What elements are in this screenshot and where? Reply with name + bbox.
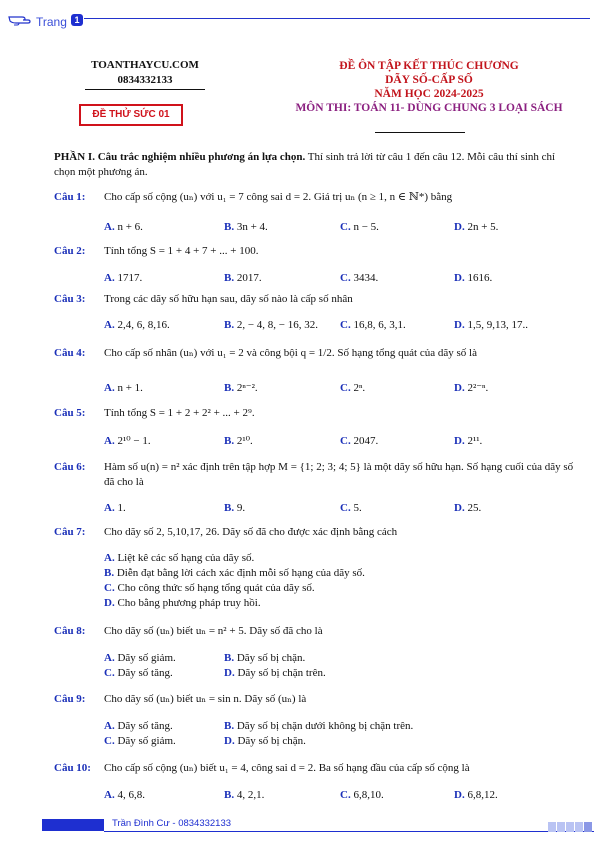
answer-option-c[interactable]: C. Dãy số tăng. bbox=[104, 667, 173, 679]
answer-option-b[interactable]: B. 4, 2,1. bbox=[224, 789, 265, 801]
answer-option-c[interactable]: C. Dãy số giảm. bbox=[104, 735, 176, 747]
question-text: Cho cấp số nhân (uₙ) với u₁ = 2 và công bội q = 1/2. Số hạng tổng quát của dãy số là bbox=[104, 347, 477, 359]
answer-option-d[interactable]: D. 1,5, 9,13, 17.. bbox=[454, 319, 528, 331]
right-divider bbox=[375, 132, 465, 133]
question-label: Câu 10: bbox=[54, 762, 91, 774]
question-text: Tính tổng S = 1 + 2 + 2² + ... + 2⁹. bbox=[104, 407, 255, 419]
footer-rule bbox=[104, 831, 594, 832]
question-label: Câu 1: bbox=[54, 191, 86, 203]
part-intro bbox=[54, 150, 564, 180]
page-label: Trang bbox=[36, 15, 67, 29]
part-heading: PHẦN I. Câu trắc nghiệm nhiều phương án lựa chọn. bbox=[54, 151, 306, 163]
exam-subject: MÔN THI: TOÁN 11- DÙNG CHUNG 3 LOẠI SÁCH bbox=[295, 102, 563, 114]
answer-option-b[interactable]: B. Dãy số bị chặn. bbox=[224, 652, 306, 664]
answer-option-b[interactable]: B. 2ⁿ⁻². bbox=[224, 382, 258, 394]
answer-option-a[interactable]: A. 2¹⁰ − 1. bbox=[104, 435, 151, 447]
title-line-1: ĐỀ ÔN TẬP KẾT THÚC CHƯƠNG bbox=[339, 60, 519, 72]
answer-option-d[interactable]: D. 6,8,12. bbox=[454, 789, 498, 801]
answer-option-b[interactable]: B. 3n + 4. bbox=[224, 221, 268, 233]
part-instruction: Thí sinh trả lời từ câu 1 đến câu 12. Mỗi câu thí sinh chỉ chọn một phương án. bbox=[54, 151, 556, 178]
answer-option-c[interactable]: C. n − 5. bbox=[340, 221, 379, 233]
answer-option-d[interactable]: D. Dãy số bị chặn trên. bbox=[224, 667, 326, 679]
footer-decoration bbox=[548, 819, 593, 837]
question-label: Câu 6: bbox=[54, 461, 86, 473]
question-label: Câu 9: bbox=[54, 693, 86, 705]
question-text: Cho cấp số cộng (uₙ) biết u₁ = 4, công sai d = 2. Ba số hạng đầu của cấp số cộng là bbox=[104, 762, 470, 774]
answer-option-c[interactable]: C. 6,8,10. bbox=[340, 789, 384, 801]
answer-option-d[interactable]: D. 2n + 5. bbox=[454, 221, 499, 233]
answer-option-a[interactable]: A. 2,4, 6, 8,16. bbox=[104, 319, 170, 331]
answer-option-a[interactable]: A. Dãy số giảm. bbox=[104, 652, 176, 664]
pointing-hand-icon bbox=[8, 14, 34, 26]
exam-title bbox=[270, 59, 588, 115]
question-label: Câu 8: bbox=[54, 625, 86, 637]
answer-option-c[interactable]: C. 2ⁿ. bbox=[340, 382, 366, 394]
question-text: Trong các dãy số hữu hạn sau, dãy số nào là cấp số nhân bbox=[104, 293, 353, 305]
answer-option-a[interactable]: A. n + 6. bbox=[104, 221, 143, 233]
answer-option-a[interactable]: A. 1. bbox=[104, 502, 126, 514]
answer-option-c[interactable]: C. 5. bbox=[340, 502, 362, 514]
answer-option-c[interactable]: C. 2047. bbox=[340, 435, 379, 447]
site-name: TOANTHAYCU.COM bbox=[91, 59, 199, 71]
answer-option-b[interactable]: B. 9. bbox=[224, 502, 246, 514]
question-label: Câu 5: bbox=[54, 407, 86, 419]
answer-option-a[interactable]: A. n + 1. bbox=[104, 382, 143, 394]
answer-option-a[interactable]: A. Liệt kê các số hạng của dãy số. bbox=[104, 552, 255, 564]
answer-option-d[interactable]: D. Dãy số bị chặn. bbox=[224, 735, 306, 747]
question-label: Câu 3: bbox=[54, 293, 86, 305]
site-phone: 0834332133 bbox=[117, 74, 173, 86]
answer-option-b[interactable]: B. 2, − 4, 8, − 16, 32. bbox=[224, 319, 319, 331]
answer-option-b[interactable]: B. 2¹⁰. bbox=[224, 435, 253, 447]
answer-option-c[interactable]: C. Cho công thức số hạng tổng quát của dãy số. bbox=[104, 582, 315, 594]
question-text: Cho dãy số 2, 5,10,17, 26. Dãy số đã cho được xác định bằng cách bbox=[104, 526, 398, 538]
answer-option-a[interactable]: A. Dãy số tăng. bbox=[104, 720, 173, 732]
answer-option-d[interactable]: D. 2²⁻ⁿ. bbox=[454, 382, 489, 394]
answer-option-b[interactable]: B. Dãy số bị chặn dưới không bị chặn trên. bbox=[224, 720, 414, 732]
question-text: Cho dãy số (uₙ) biết uₙ = n² + 5. Dãy số đã cho là bbox=[104, 625, 323, 637]
question-text: Cho dãy số (uₙ) biết uₙ = sin n. Dãy số (uₙ) là bbox=[104, 693, 307, 705]
left-divider bbox=[85, 89, 205, 90]
exam-badge: ĐỀ THỬ SỨC 01 bbox=[79, 104, 183, 126]
answer-option-a[interactable]: A. 1717. bbox=[104, 272, 143, 284]
page-header bbox=[0, 0, 597, 40]
footer-author: Trần Đình Cư - 0834332133 bbox=[112, 818, 232, 829]
answer-option-b[interactable]: B. 2017. bbox=[224, 272, 262, 284]
title-line-3: NĂM HỌC 2024-2025 bbox=[374, 88, 484, 100]
page-number: 1 bbox=[71, 14, 83, 26]
answer-option-d[interactable]: D. Cho bằng phương pháp truy hồi. bbox=[104, 597, 261, 609]
answer-option-c[interactable]: C. 3434. bbox=[340, 272, 379, 284]
footer-accent bbox=[42, 819, 104, 831]
answer-option-a[interactable]: A. 4, 6,8. bbox=[104, 789, 145, 801]
question-text: Cho cấp số cộng (uₙ) với u₁ = 7 công sai d = 2. Giá trị uₙ (n ≥ 1, n ∈ ℕ*) bằng bbox=[104, 191, 453, 203]
question-text: Tính tổng S = 1 + 4 + 7 + ... + 100. bbox=[104, 245, 259, 257]
title-line-2: DÃY SỐ-CẤP SỐ bbox=[385, 74, 473, 86]
answer-option-b[interactable]: B. Diễn đạt bằng lời cách xác định mỗi số hạng của dãy số. bbox=[104, 567, 365, 579]
answer-option-d[interactable]: D. 2¹¹. bbox=[454, 435, 483, 447]
question-label: Câu 2: bbox=[54, 245, 86, 257]
answer-option-c[interactable]: C. 16,8, 6, 3,1. bbox=[340, 319, 406, 331]
answer-option-d[interactable]: D. 1616. bbox=[454, 272, 493, 284]
header-rule bbox=[84, 18, 590, 19]
question-label: Câu 4: bbox=[54, 347, 86, 359]
answer-option-d[interactable]: D. 25. bbox=[454, 502, 482, 514]
question-label: Câu 7: bbox=[54, 526, 86, 538]
question-text: Hàm số u(n) = n² xác định trên tập hợp M = {1; 2; 3; 4; 5} là một dãy số hữu hạn. Số hạng cuối của dãy số đã cho là bbox=[104, 461, 574, 488]
